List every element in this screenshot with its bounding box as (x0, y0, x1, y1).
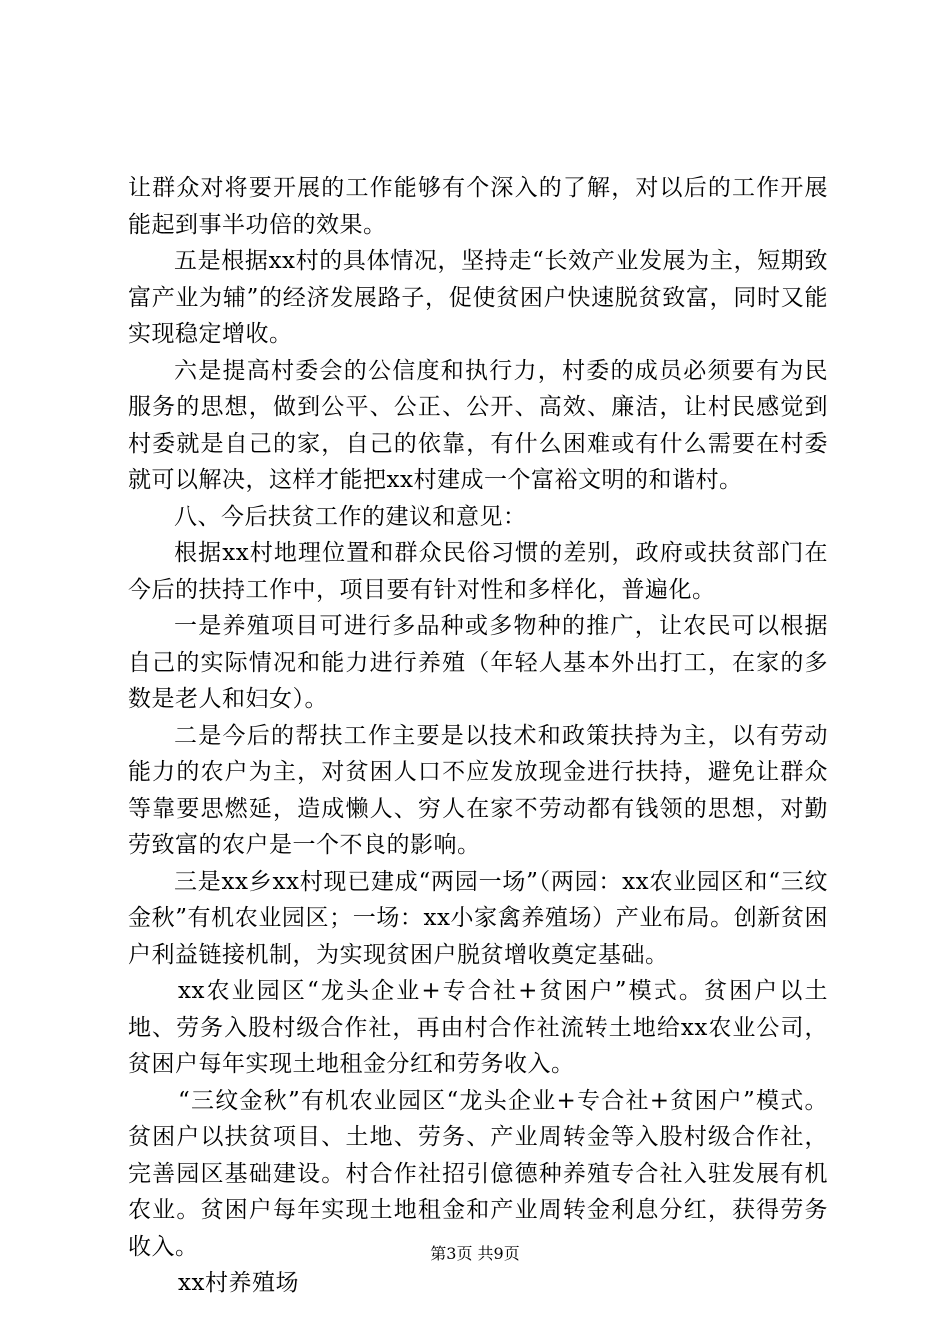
body-text (128, 170, 828, 1302)
page-number: 第3页 共9页 (430, 1244, 520, 1263)
paragraph-farm-heading: xx村养殖场 (178, 1270, 299, 1296)
paragraph-continued: 让群众对将要开展的工作能够有个深入的了解，对以后的工作开展能起到事半功倍的效果。 (128, 175, 828, 238)
paragraph-intro: 根据xx村地理位置和群众民俗习惯的差别，政府或扶贫部门在今后的扶持工作中，项目要有针对性和多样化，普遍化。 (128, 540, 828, 603)
paragraph-agri-park: xx农业园区“龙头企业+专合社+贫困户”模式。贫困户以土地、劳务入股村级合作社，再由村合作社流转土地给xx农业公司，贫困户每年实现土地租金分红和劳务收入。 (128, 978, 828, 1077)
paragraph-point-five: 五是根据xx村的具体情况，坚持走“长效产业发展为主，短期致富产业为辅”的经济发展路子，促使贫困户快速脱贫致富，同时又能实现稳定增收。 (128, 248, 828, 347)
paragraph-suggestion-one: 一是养殖项目可进行多品种或多物种的推广，让农民可以根据自己的实际情况和能力进行养殖（年轻人基本外出打工，在家的多数是老人和妇女）。 (128, 613, 828, 712)
paragraph-suggestion-three: 三是xx乡xx村现已建成“两园一场”（两园：xx农业园区和“三纹金秋”有机农业园区；一场：xx小家禽养殖场）产业布局。创新贫困户利益链接机制，为实现贫困户脱贫增收奠定基础。 (128, 868, 828, 968)
section-heading-eight: 八、今后扶贫工作的建议和意见： (174, 503, 527, 530)
paragraph-point-six: 六是提高村委会的公信度和执行力，村委的成员必须要有为民服务的思想，做到公平、公正、公开、高效、廉洁，让村民感觉到村委就是自己的家，自己的依靠，有什么困难或有什么需要在村委就可以解决，这样才能把xx村建成一个富裕文明的和谐村。 (128, 357, 828, 493)
paragraph-suggestion-two: 二是今后的帮扶工作主要是以技术和政策扶持为主，以有劳动能力的农户为主，对贫困人口不应发放现金进行扶持，避免让群众等靠要思燃延，造成懒人、穷人在家不劳动都有钱领的思想，对勤劳致富的农户是一个不良的影响。 (128, 722, 828, 858)
paragraph-organic-park: “三纹金秋”有机农业园区“龙头企业+专合社+贫困户”模式。贫困户以扶贫项目、土地、劳务、产业周转金等入股村级合作社，完善园区基础建设。村合作社招引億德种养殖专合社入驻发展有机农业。贫困户每年实现土地租金和产业周转金利息分红，获得劳务收入。 (128, 1087, 828, 1260)
